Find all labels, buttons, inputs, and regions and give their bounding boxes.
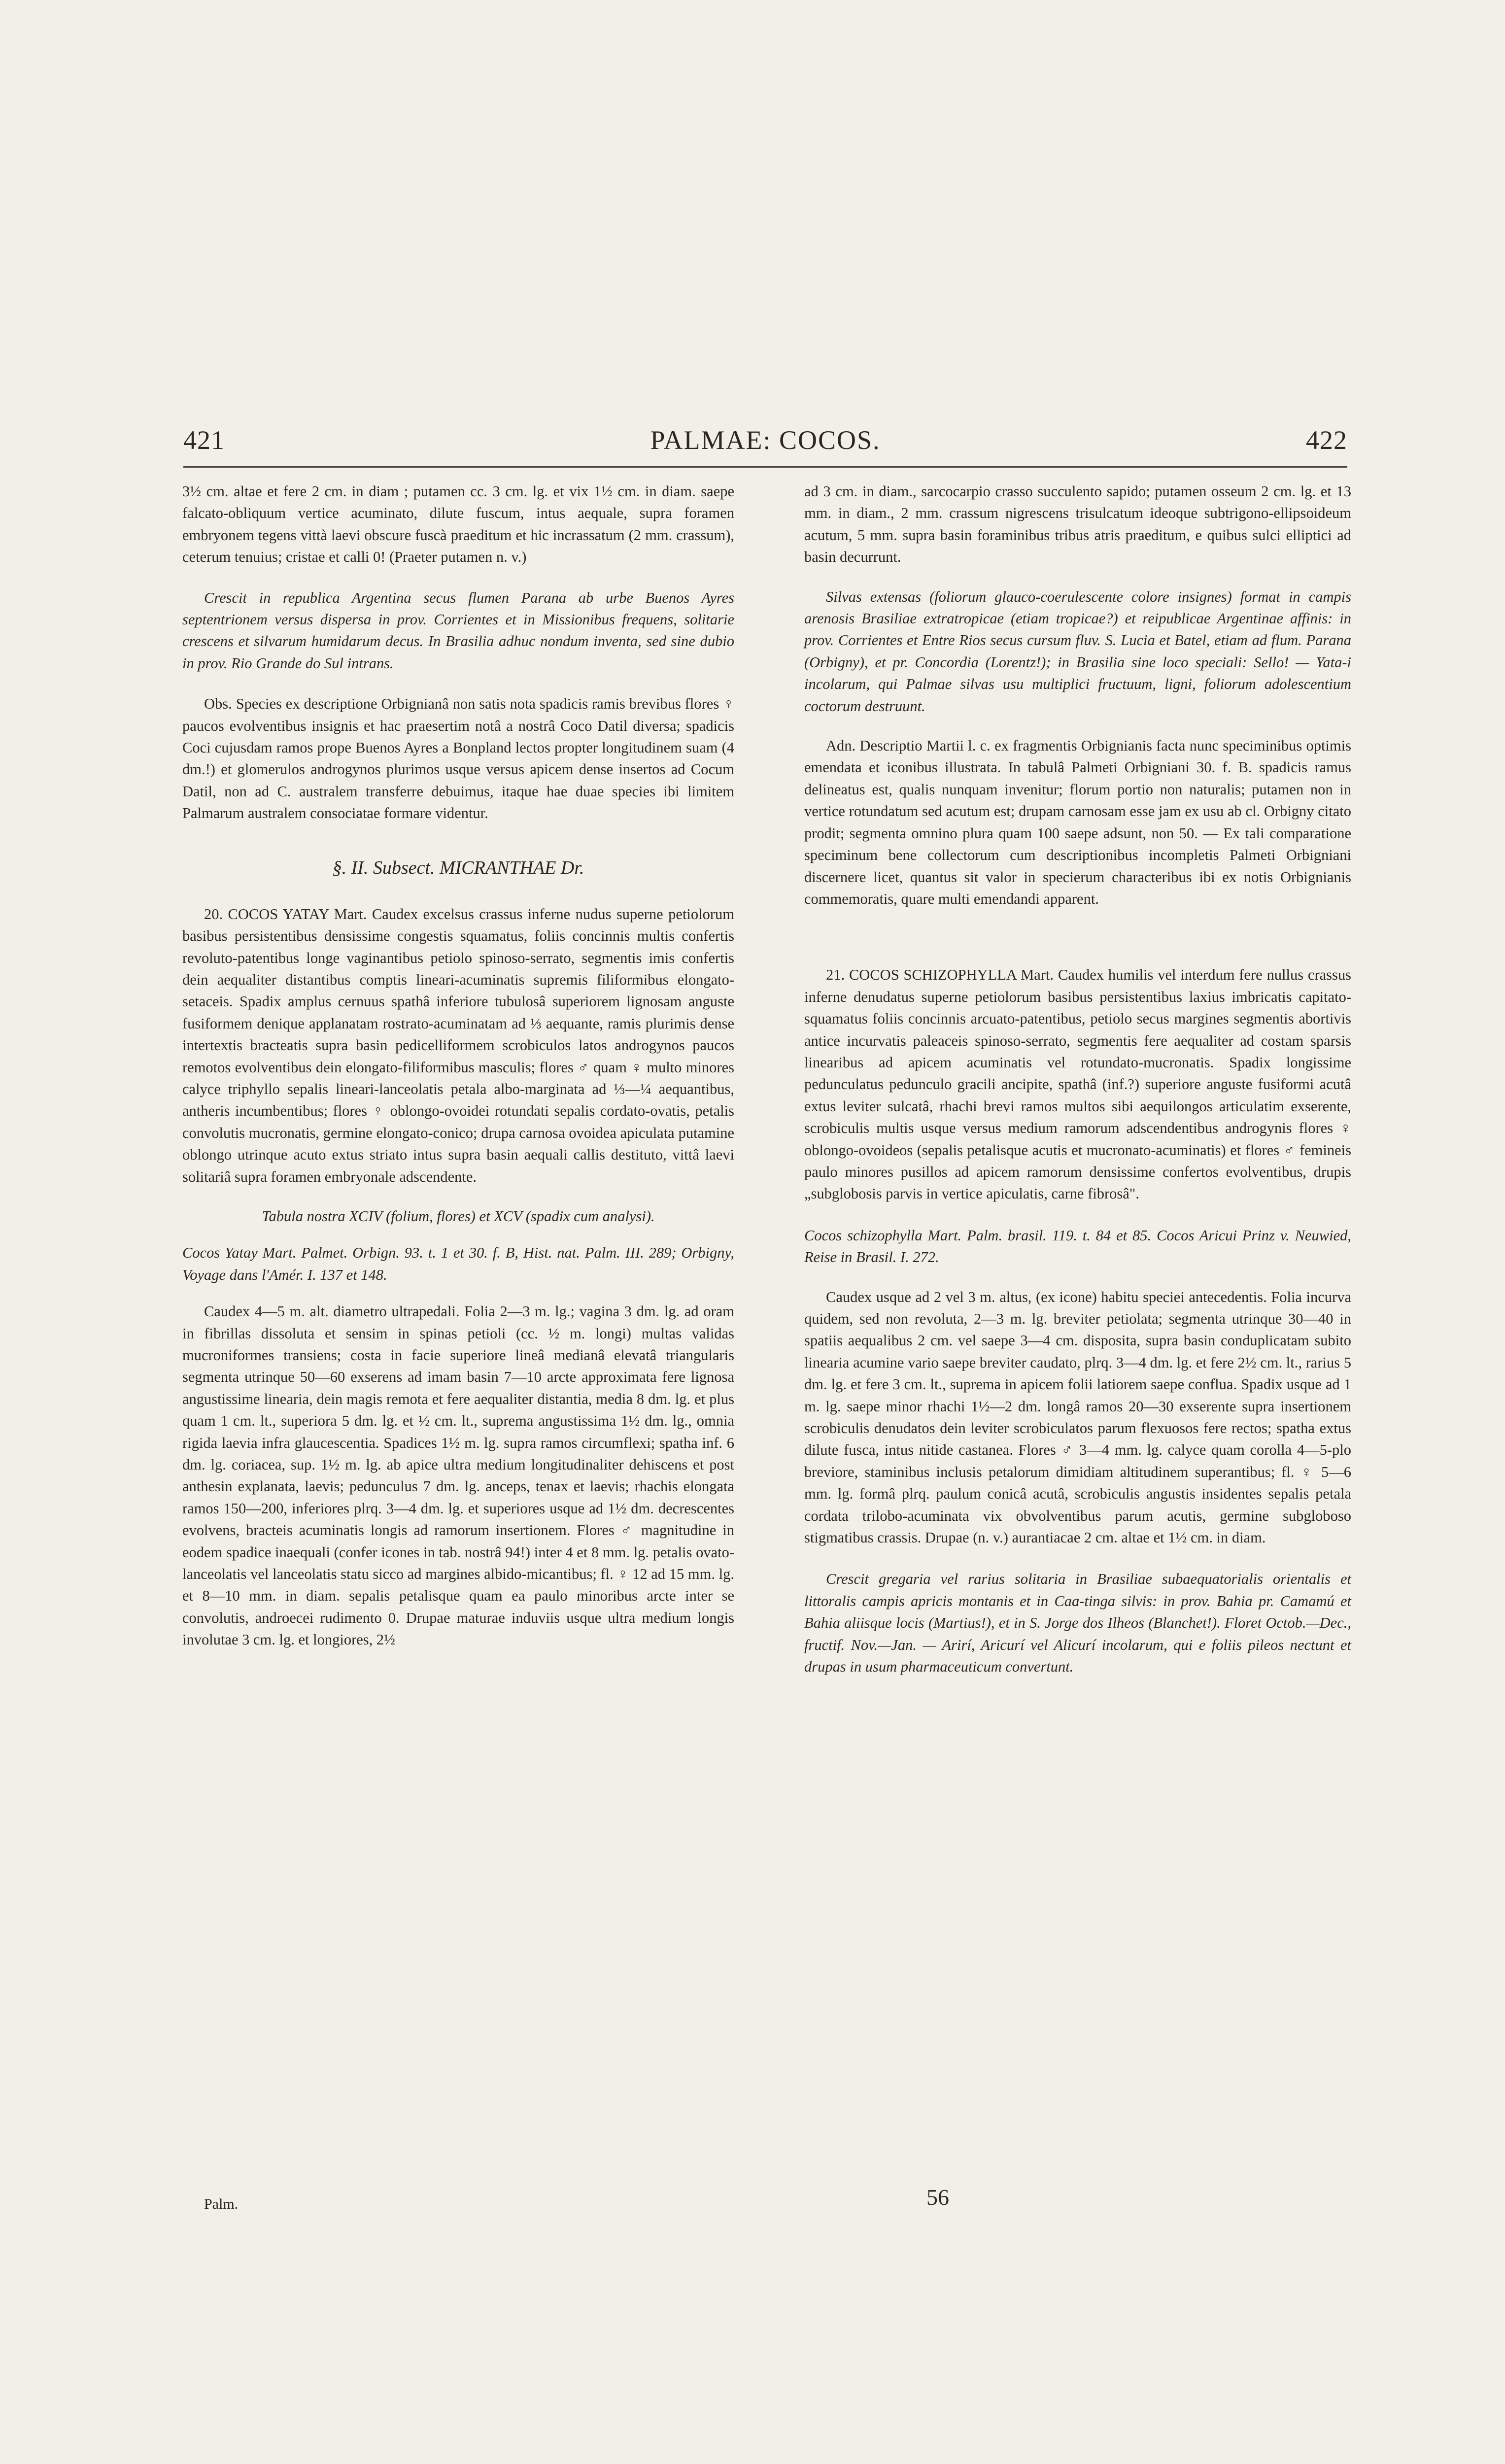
species-20-description: Caudex 4—5 m. alt. diametro ultrapedali. Folia 2—3 m. lg.; vagina 3 dm. lg. ad oram in fibrillas dissoluta et sensim in spinas petioli (cc. ½ m. longi) multas validas mucroniformes transiens; costa in facie superiore lineâ medianâ elevatâ triangularis segmenta utrinque 50—60 exserens ad imam basin 7—10 arcte approximata fere lignosa angustissime linearia, dein magis remota et fere aequaliter distantia, media 8 dm. lg. et plus quam 1 cm. lt., superiora 5 dm. lg. et ½ cm. lt., suprema angustissima 1½ dm. lg., omnia rigida laevia infra glaucescentia. Spadices 1½ m. lg. supra ramos circumflexi; spatha inf. 6 dm. lg. coriacea, sup. 1½ m. lg. ab apice ultra medium longitudinaliter dehiscens et post anthesin explanata, laevis; pedunculus 7 dm. lg. anceps, tenax et laevis; rhachis elongata ramos 150—200, inferiores plrq. 3—4 dm. lg. et superiores usque ad 1½ dm. decrescentes evolvens, bracteis acuminatis longis ad ramorum insertionem. Flores ♂ magnitudine in eodem spadice inaequali (confer icones in tab. nostrâ 94!) inter 4 et 8 mm. lg. petalis ovato-lanceolatis vel lanceolatis statu sicco ad margines albido-micantibus; fl. ♀ 12 ad 15 mm. lg. et 8—10 mm. in diam. sepalis petalisque quam ea paulo minoribus arcte inter se convolutis, androecei rudimento 0. Drupae maturae induviis usque ultra medium longis involutae 3 cm. lg. et longiores, 2½ [182,1303,734,1648]
observation-paragraph: Obs. Species ex descriptione Orbignianâ non satis nota spadicis ramis brevibus flores ♀ paucos evolventibus insignis et hac praesertim notâ a nostrâ Coco Datil diversa; spadicis Coci cujusdam ramos prope Buenos Ayres a Bonpland lectos propter longitudinem suam (4 dm.!) et glomerulos androgynos plurimos usque versus apicem dense insertos ad Cocum Datil, non ad C. australem transferre debuimus, itaque hae duae species ibi limitem Palmarum australem consociatae formare videntur. [182,695,734,822]
fruit-description-cont: 3½ cm. altae et fere 2 cm. in diam ; putamen cc. 3 cm. lg. et vix 1½ cm. in diam. saepe falcato-obliquum vertice acuminato, dilute fuscum, intus aequale, supra foramen embryonem tegens vittà laevi obscure fuscà praeditum et hic incrassatum (2 mm. crassum), ceterum tenuius; cristae et calli 0! (Praeter putamen n. v.) [182,483,734,566]
running-header [183,425,1347,464]
species-20-diagnosis: 20. COCOS YATAY Mart. Caudex excelsus crassus inferne nudus superne petiolorum basibus persistentibus densissime congestis squamatus, foliis concinnis multis confertis revoluto-patentibus longe vaginantibus petiolo spinoso-serrato, segmentis imis confertis dein aequaliter distantibus comptis lineari-acuminatis supremis filiformibus elongato-setaceis. Spadix amplus cernuus spathâ inferiore tubulosâ superiorem lignosam anguste fusiformem denique applanatam rostrato-acuminatam ad ⅓ aequante, ramis plurimis dense intertextis bracteatis supra basin pedicelliformem scrobiculos latos androgynos paucos remotos evolventibus dein elongato-filiformibus masculis; flores ♂ quam ♀ multo minores calyce triphyllo sepalis lineari-lanceolatis petala albo-marginata ad ⅓—¼ aequantibus, antheris incumbentibus; flores ♀ oblongo-ovoidei rotundati sepalis cordato-ovatis, petalis convolutis mucronatis, germine elongato-conico; drupa carnosa ovoidea apiculata putamine oblongo utrinque acuto extus striato intus supra basin aequali callis destituto, vittâ laevi solitariâ supra foramen embryonale adscendente. [182,905,734,1185]
header-rule [183,466,1347,468]
habitat-paragraph: Crescit in republica Argentina secus flumen Parana ab urbe Buenos Ayres septentrionem versus dispersa in prov. Corrientes et in Missionibus frequens, solitarie crescens et silvarum humidarum decus. In Brasilia adhuc nondum inventa, sed sine dubio in prov. Rio Grande do Sul intrans. [182,589,734,672]
species-21-synonymy: Cocos schizophylla Mart. Palm. brasil. 119. t. 84 et 85. Cocos Aricui Prinz v. Neuwied, Reise in Brasil. I. 272. [804,1227,1351,1266]
species-21-description: Caudex usque ad 2 vel 3 m. altus, (ex icone) habitu speciei antecedentis. Folia incurva quidem, sed non revoluta, 2—3 m. lg. breviter petiolata; segmenta utrinque 30—40 in spatiis aequalibus 2 cm. vel saepe 3—4 cm. disposita, supra basin conduplicatam subito linearia acumine vario saepe breviter caudato, plrq. 3—4 dm. lg. et fere 2½ cm. lt., rarius 5 dm. lg. et fere 3 cm. lt., suprema in apicem folii latiorem saepe confluа. Spadix usque ad 1 m. lg. saepe minor rhachi 1½—2 dm. longâ ramos 20—30 exserente supra insertionem scrobiculis denudatos dein leviter scrobiculatos parum flexuosos fere rectos; spatha extus dilute fusca, intus nitide castanea. Flores ♂ 3—4 mm. lg. calyce quam corolla 4—5-plo breviore, staminibus inclusis petalorum dimidiam altitudinem superantibus; fl. ♀ 5—6 mm. lg. formâ plrq. paulum conicâ acutâ, scrobiculis angustis insidentes sepalis petala cordata trilobo-acuminata vix obvolventibus parum acutis, germine subgloboso stigmatibus crassis. Drupae (n. v.) aurantiacae 2 cm. altae et 1½ cm. in diam. [804,1288,1351,1546]
sheet-number: 56 [926,2185,949,2210]
running-title: PALMAE: COCOS. [650,425,881,455]
left-column [182,480,734,1665]
distribution-paragraph: Silvas extensas (foliorum glauco-coerulescente colore insignes) format in campis arenosis Brasiliae extratropicae (etiam tropicae?) et reipublicae Argentinae affinis: in prov. Corrientes et Entre Rios secus cursum fluv. S. Lucia et Batel, etiam ad flum. Parana (Orbigny), et pr. Concordia (Lorentz!); in Brasilia sine loco speciali: Sello! — Yata-i incolarum, qui Palmae silvas usu multiplici fructuum, ligni, foliorum adolescentium coctorum destruunt. [804,588,1351,715]
signature-mark: Palm. [204,2196,239,2212]
page-number-left: 421 [183,425,225,455]
right-column [804,480,1351,1692]
drupe-description-cont: ad 3 cm. in diam., sarcocarpio crasso succulento sapido; putamen osseum 2 cm. lg. et 13 mm. in diam., 2 mm. crassum nigrescens trisulcatum ideoque subtrigono-ellipsoideum acutum, 5 mm. supra basin foraminibus tribus atris praeditum, e quibus sulci elliptici ad basin decurrunt. [804,483,1351,566]
species-20-synonymy: Cocos Yatay Mart. Palmet. Orbign. 93. t. 1 et 30. f. B, Hist. nat. Palm. III. 289; Orbigny, Voyage dans l'Amér. I. 137 et 148. [182,1244,734,1283]
page-number-right: 422 [1306,425,1347,455]
annotation-paragraph: Adn. Descriptio Martii l. c. ex fragmentis Orbignianis facta nunc speciminibus optimis emendata et iconibus illustrata. In tabulâ Palmeti Orbigniani 30. f. B. spadicis ramus delineatus est, qualis nunquam invenitur; florum portio non naturalis; putamen non in vertice rotundatum sed acutum est; drupam carnosam esse jam ex usu ab cl. Orbigny citato prodit; segmenta omnino plura quam 100 saepe adsunt, non 50. — Ex tali comparatione speciminum bene collectorum cum descriptionibus incompletis Palmeti Orbigniani discernere licet, quantus sit valor in specierum characteribus ibi ex notis Orbignianis commemoratis, quare multi emendandi apparent. [804,737,1351,907]
species-21-habitat: Crescit gregaria vel rarius solitaria in Brasiliae subaequatorialis orientalis et littoralis campis apricis montanis et in Caa-tinga silvis: in prov. Bahia pr. Camamú et Bahia aliisque locis (Martius!), et in S. Jorge dos Ilheos (Blanchet!). Floret Octob.—Dec., fructif. Nov.—Jan. — Arirí, Aricurí vel Alicurí incolarum, qui e foliis pileos nectunt et drupas in usum pharmaceuticum convertunt. [804,1571,1351,1676]
species-21-diagnosis: 21. COCOS SCHIZOPHYLLA Mart. Caudex humilis vel interdum fere nullus crassus inferne denudatus superne petiolorum basibus persistentibus laxius imbricatis capitato-squamatus foliis concinnis arcuato-patentibus, petiolo secus margines segmentis abortivis antice incurvatis paleaceis spinoso-serrato, segmentis fere aequaliter ad costam sparsis linearibus ad apicem acuminatis vel rotundato-mucronatis. Spadix longissime pedunculatus pedunculo gracili ancipite, spathâ (inf.?) superiore anguste fusiformi acutâ extus leviter sulcatâ, rhachi brevi ramos multos sibi aequilongos articulatim exserente, scrobiculis multis usque versus medium ramorum adscendentibus androgynis flores ♀ oblongo-ovoideos (sepalis petalisque acutis et mucronato-acuminatis) et flores ♂ femineis paulo minores pusillos ad apicem ramorum densissime confertos evolventibus, drupis „subglobosis parvis in vertice apiculatis, carne fibrosâ". [804,966,1351,1202]
plate-reference: Tabula nostra XCIV (folium, flores) et XCV (spadix cum analysi). [262,1207,655,1225]
section-heading: §. II. Subsect. MICRANTHAE Dr. [332,857,584,878]
